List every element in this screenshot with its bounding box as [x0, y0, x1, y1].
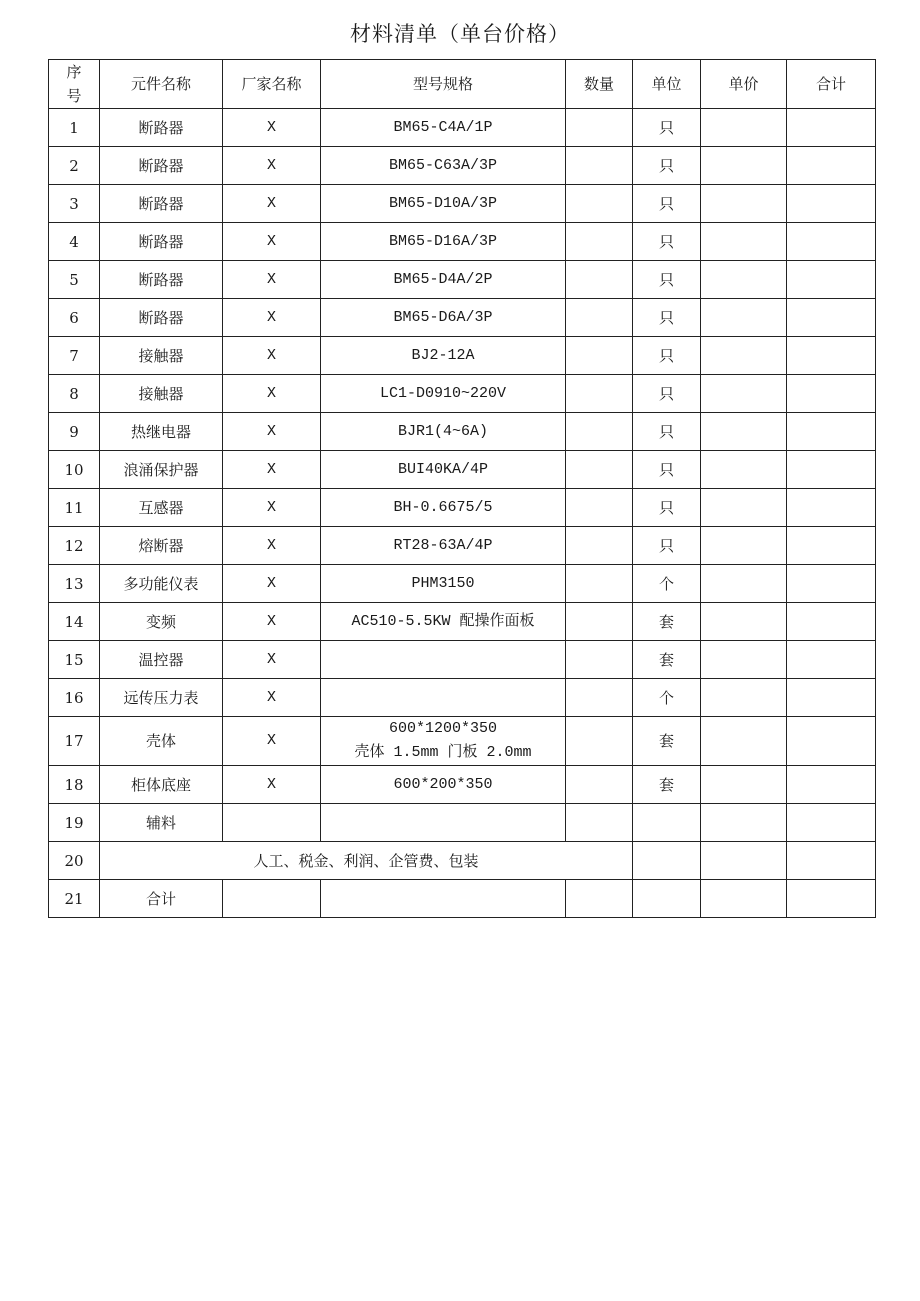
cell-seq: 13 — [49, 565, 100, 603]
header-row — [49, 60, 876, 109]
cell-seq: 21 — [49, 880, 100, 918]
cell-maker: X — [223, 565, 321, 603]
cell-model: AC510-5.5KW 配操作面板 — [321, 603, 566, 641]
cell-seq: 3 — [49, 185, 100, 223]
cell-name: 断路器 — [100, 109, 223, 147]
cell-total — [787, 641, 876, 679]
cell-model: BM65-D6A/3P — [321, 299, 566, 337]
cell-qty — [566, 147, 633, 185]
cell-qty — [566, 223, 633, 261]
cell-qty — [566, 565, 633, 603]
cell-unit: 只 — [633, 527, 701, 565]
cell-maker: X — [223, 603, 321, 641]
cell-total — [787, 337, 876, 375]
table-row — [49, 766, 876, 804]
header-seq — [49, 60, 100, 109]
cell-model — [321, 679, 566, 717]
cell-name: 人工、税金、利润、企管费、包装 — [100, 842, 633, 880]
header-price: 单价 — [701, 60, 787, 109]
cell-model: BJR1(4~6A) — [321, 413, 566, 451]
cell-total — [787, 842, 876, 880]
cell-total — [787, 223, 876, 261]
cell-model: RT28-63A/4P — [321, 527, 566, 565]
header-model: 型号规格 — [321, 60, 566, 109]
cell-maker: X — [223, 679, 321, 717]
cell-name: 柜体底座 — [100, 766, 223, 804]
cell-qty — [566, 413, 633, 451]
cell-price — [701, 375, 787, 413]
cell-maker: X — [223, 185, 321, 223]
cell-name: 变频 — [100, 603, 223, 641]
cell-maker: X — [223, 147, 321, 185]
cell-total — [787, 451, 876, 489]
cell-model — [321, 880, 566, 918]
cell-name: 浪涌保护器 — [100, 451, 223, 489]
cell-unit: 只 — [633, 261, 701, 299]
table-row — [49, 565, 876, 603]
materials-table — [48, 59, 876, 918]
cell-seq: 12 — [49, 527, 100, 565]
cell-total — [787, 489, 876, 527]
cell-qty — [566, 641, 633, 679]
cell-unit: 只 — [633, 223, 701, 261]
cell-qty — [566, 880, 633, 918]
cell-price — [701, 261, 787, 299]
cell-maker: X — [223, 413, 321, 451]
header-seq-line2: 号 — [66, 87, 82, 105]
header-unit: 单位 — [633, 60, 701, 109]
cell-name: 多功能仪表 — [100, 565, 223, 603]
cell-unit: 只 — [633, 413, 701, 451]
cell-unit — [633, 842, 701, 880]
table-row — [49, 337, 876, 375]
cell-name: 辅料 — [100, 804, 223, 842]
cell-seq: 7 — [49, 337, 100, 375]
table-row — [49, 603, 876, 641]
cell-total — [787, 261, 876, 299]
cell-name: 合计 — [100, 880, 223, 918]
cell-model-line2: 壳体 1.5mm 门板 2.0mm — [354, 744, 532, 761]
cell-maker: X — [223, 109, 321, 147]
cell-model: BJ2-12A — [321, 337, 566, 375]
cell-price — [701, 451, 787, 489]
cell-maker: X — [223, 375, 321, 413]
cell-name: 热继电器 — [100, 413, 223, 451]
cell-total — [787, 880, 876, 918]
table-header — [49, 60, 876, 109]
cell-name: 断路器 — [100, 147, 223, 185]
cell-name: 接触器 — [100, 375, 223, 413]
cell-maker — [223, 804, 321, 842]
cell-unit: 只 — [633, 489, 701, 527]
table-row — [49, 147, 876, 185]
cell-seq: 16 — [49, 679, 100, 717]
cell-seq: 15 — [49, 641, 100, 679]
cell-price — [701, 880, 787, 918]
table-row — [49, 185, 876, 223]
cell-name: 断路器 — [100, 185, 223, 223]
cell-total — [787, 565, 876, 603]
table-row — [49, 451, 876, 489]
cell-maker: X — [223, 527, 321, 565]
cell-seq: 18 — [49, 766, 100, 804]
table-row — [49, 489, 876, 527]
cell-maker — [223, 880, 321, 918]
cell-price — [701, 565, 787, 603]
cell-total — [787, 603, 876, 641]
cell-seq: 5 — [49, 261, 100, 299]
cell-unit — [633, 804, 701, 842]
cell-maker: X — [223, 299, 321, 337]
document-title: 材料清单（单台价格） — [350, 22, 570, 46]
table-row — [49, 261, 876, 299]
cell-qty — [566, 299, 633, 337]
cell-price — [701, 299, 787, 337]
table-row — [49, 413, 876, 451]
cell-price — [701, 109, 787, 147]
cell-price — [701, 337, 787, 375]
table-row — [49, 375, 876, 413]
cell-name: 壳体 — [100, 717, 223, 766]
cell-qty — [566, 766, 633, 804]
cell-seq: 10 — [49, 451, 100, 489]
cell-total — [787, 804, 876, 842]
table-row — [49, 880, 876, 918]
cell-model — [321, 641, 566, 679]
header-maker: 厂家名称 — [223, 60, 321, 109]
cell-qty — [566, 489, 633, 527]
cell-qty — [566, 717, 633, 766]
cell-qty — [566, 527, 633, 565]
cell-unit: 只 — [633, 109, 701, 147]
cell-unit: 只 — [633, 299, 701, 337]
cell-price — [701, 603, 787, 641]
cell-maker: X — [223, 641, 321, 679]
cell-unit: 只 — [633, 337, 701, 375]
cell-name: 断路器 — [100, 261, 223, 299]
cell-price — [701, 842, 787, 880]
cell-seq: 4 — [49, 223, 100, 261]
cell-qty — [566, 261, 633, 299]
cell-total — [787, 109, 876, 147]
cell-qty — [566, 337, 633, 375]
cell-maker: X — [223, 766, 321, 804]
cell-unit: 只 — [633, 451, 701, 489]
cell-total — [787, 413, 876, 451]
table-row — [49, 679, 876, 717]
cell-seq: 20 — [49, 842, 100, 880]
cell-total — [787, 766, 876, 804]
cell-seq: 6 — [49, 299, 100, 337]
table-row — [49, 223, 876, 261]
cell-total — [787, 185, 876, 223]
cell-maker: X — [223, 261, 321, 299]
cell-price — [701, 147, 787, 185]
cell-seq: 1 — [49, 109, 100, 147]
cell-seq: 2 — [49, 147, 100, 185]
cell-name: 温控器 — [100, 641, 223, 679]
table-row — [49, 804, 876, 842]
cell-name: 熔断器 — [100, 527, 223, 565]
cell-seq: 17 — [49, 717, 100, 766]
cell-price — [701, 766, 787, 804]
cell-qty — [566, 375, 633, 413]
table-row — [49, 527, 876, 565]
cell-model: LC1-D0910~220V — [321, 375, 566, 413]
cell-name: 互感器 — [100, 489, 223, 527]
cell-maker: X — [223, 451, 321, 489]
cell-unit: 只 — [633, 375, 701, 413]
cell-name: 断路器 — [100, 299, 223, 337]
cell-name: 接触器 — [100, 337, 223, 375]
cell-model: BM65-C4A/1P — [321, 109, 566, 147]
cell-total — [787, 527, 876, 565]
cell-seq: 14 — [49, 603, 100, 641]
header-qty: 数量 — [566, 60, 633, 109]
table-body — [49, 109, 876, 918]
cell-total — [787, 375, 876, 413]
cell-model: BM65-C63A/3P — [321, 147, 566, 185]
table-row — [49, 717, 876, 766]
cell-qty — [566, 679, 633, 717]
cell-unit: 个 — [633, 565, 701, 603]
cell-maker: X — [223, 489, 321, 527]
cell-price — [701, 641, 787, 679]
cell-model — [321, 717, 566, 766]
cell-model: 600*200*350 — [321, 766, 566, 804]
cell-maker: X — [223, 337, 321, 375]
cell-qty — [566, 451, 633, 489]
header-total: 合计 — [787, 60, 876, 109]
cell-total — [787, 679, 876, 717]
cell-model: BH-0.6675/5 — [321, 489, 566, 527]
cell-seq: 11 — [49, 489, 100, 527]
cell-seq: 19 — [49, 804, 100, 842]
header-name: 元件名称 — [100, 60, 223, 109]
cell-price — [701, 223, 787, 261]
cell-model: BM65-D4A/2P — [321, 261, 566, 299]
table-row — [49, 842, 876, 880]
cell-model: BUI40KA/4P — [321, 451, 566, 489]
cell-total — [787, 717, 876, 766]
cell-maker: X — [223, 717, 321, 766]
cell-unit: 只 — [633, 147, 701, 185]
cell-price — [701, 489, 787, 527]
table-row — [49, 299, 876, 337]
cell-seq: 9 — [49, 413, 100, 451]
cell-seq: 8 — [49, 375, 100, 413]
cell-price — [701, 804, 787, 842]
cell-model: BM65-D16A/3P — [321, 223, 566, 261]
header-seq-line1: 序 — [66, 63, 82, 81]
cell-name: 远传压力表 — [100, 679, 223, 717]
cell-unit: 只 — [633, 185, 701, 223]
cell-unit: 套 — [633, 603, 701, 641]
cell-qty — [566, 603, 633, 641]
cell-name: 断路器 — [100, 223, 223, 261]
cell-unit: 套 — [633, 717, 701, 766]
cell-qty — [566, 804, 633, 842]
cell-total — [787, 299, 876, 337]
cell-unit: 个 — [633, 679, 701, 717]
cell-qty — [566, 109, 633, 147]
cell-model: PHM3150 — [321, 565, 566, 603]
cell-model: BM65-D10A/3P — [321, 185, 566, 223]
cell-price — [701, 413, 787, 451]
cell-model-line1: 600*1200*350 — [388, 720, 498, 737]
cell-qty — [566, 185, 633, 223]
table-row — [49, 641, 876, 679]
cell-maker: X — [223, 223, 321, 261]
cell-price — [701, 717, 787, 766]
cell-price — [701, 185, 787, 223]
cell-price — [701, 679, 787, 717]
cell-total — [787, 147, 876, 185]
cell-price — [701, 527, 787, 565]
cell-unit: 套 — [633, 641, 701, 679]
cell-model — [321, 804, 566, 842]
table-row — [49, 109, 876, 147]
cell-unit: 套 — [633, 766, 701, 804]
cell-unit — [633, 880, 701, 918]
